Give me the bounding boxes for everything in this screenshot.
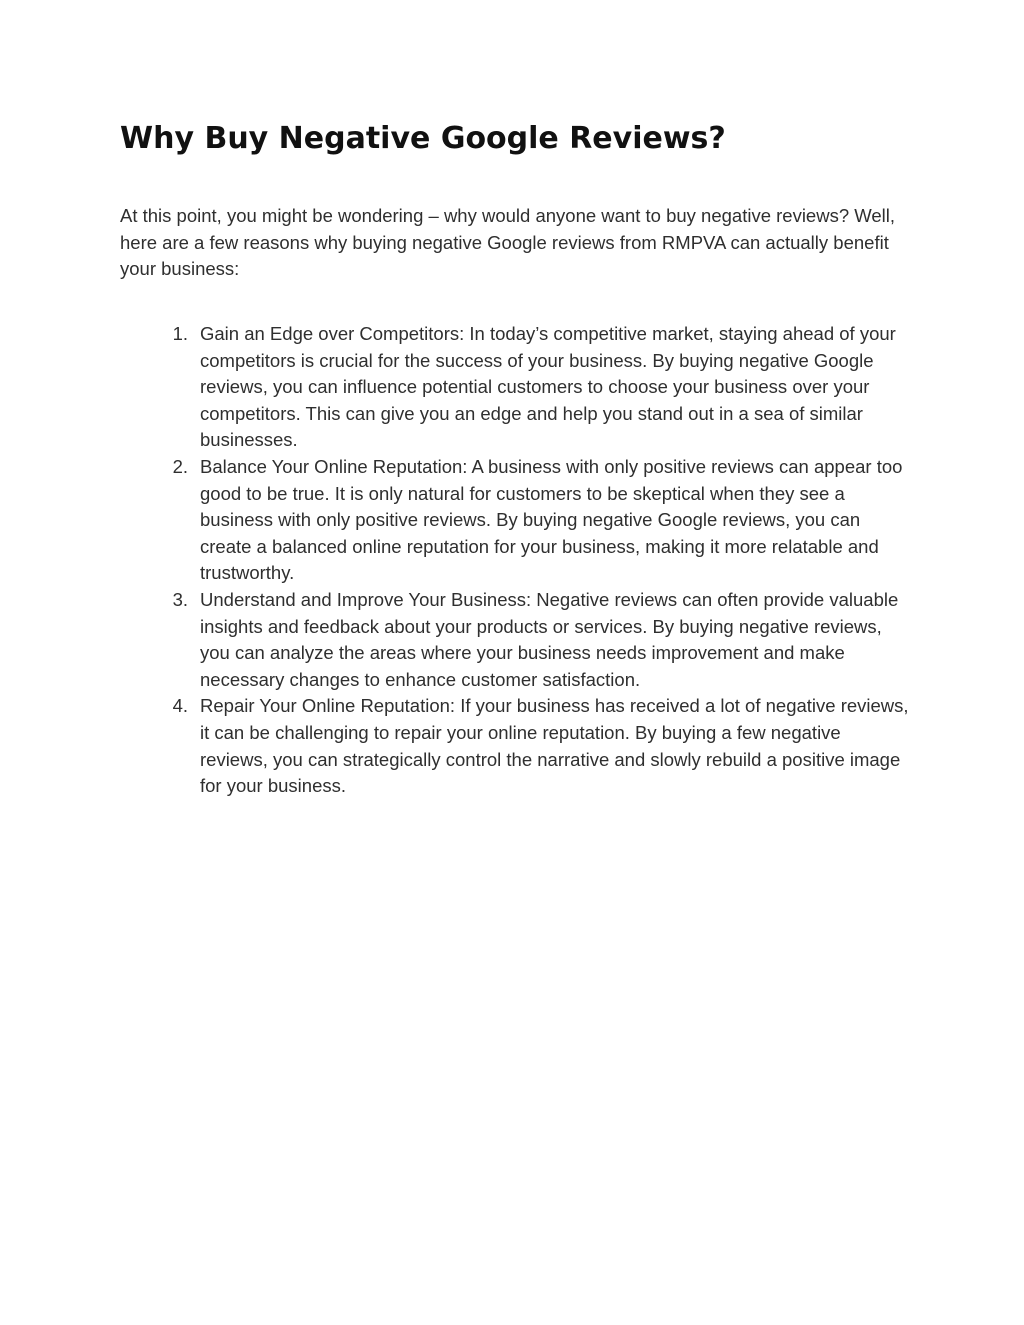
list-item-number: 4. (172, 695, 188, 717)
list-item-text: Balance Your Online Reputation: A business with only positive reviews can appear too good to be true. It is only natural for customers to be skeptical when they see a business with only positive reviews. By buying negative Google reviews, you can create a balanced online reputation for your business, making it more relatable and trustworthy. (200, 455, 903, 584)
list-item (120, 454, 910, 587)
list-item-text: Gain an Edge over Competitors: In today’s competitive market, staying ahead of your competitors is crucial for the success of your business. By buying negative Google reviews, you can influence potential customers to choose your business over your competitors. This can give you an edge and help you stand out in a sea of similar businesses. (200, 323, 896, 451)
page-title: Why Buy Negative Google Reviews? (120, 121, 726, 156)
list-item-text: Repair Your Online Reputation: If your business has received a lot of negative reviews, it can be challenging to repair your online reputation. By buying a few negative reviews, you can strategically control the narrative and slowly rebuild a positive image for your business. (200, 695, 909, 797)
intro-paragraph: At this point, you might be wondering – why would anyone want to buy negative reviews? Well, here are a few reasons why buying negative Google reviews from RMPVA can actually benefit your business: (120, 205, 896, 280)
list-item-number: 1. (172, 323, 188, 344)
reasons-list (120, 321, 910, 800)
list-item (120, 587, 910, 693)
list-item-number: 3. (172, 588, 188, 610)
list-item-number: 2. (172, 455, 188, 477)
list-item (120, 693, 910, 799)
list-item (120, 321, 910, 454)
list-item-text: Understand and Improve Your Business: Negative reviews can often provide valuable insights and feedback about your products or services. By buying negative reviews, you can analyze the areas where your business needs improvement and make necessary changes to enhance customer satisfaction. (200, 588, 899, 690)
